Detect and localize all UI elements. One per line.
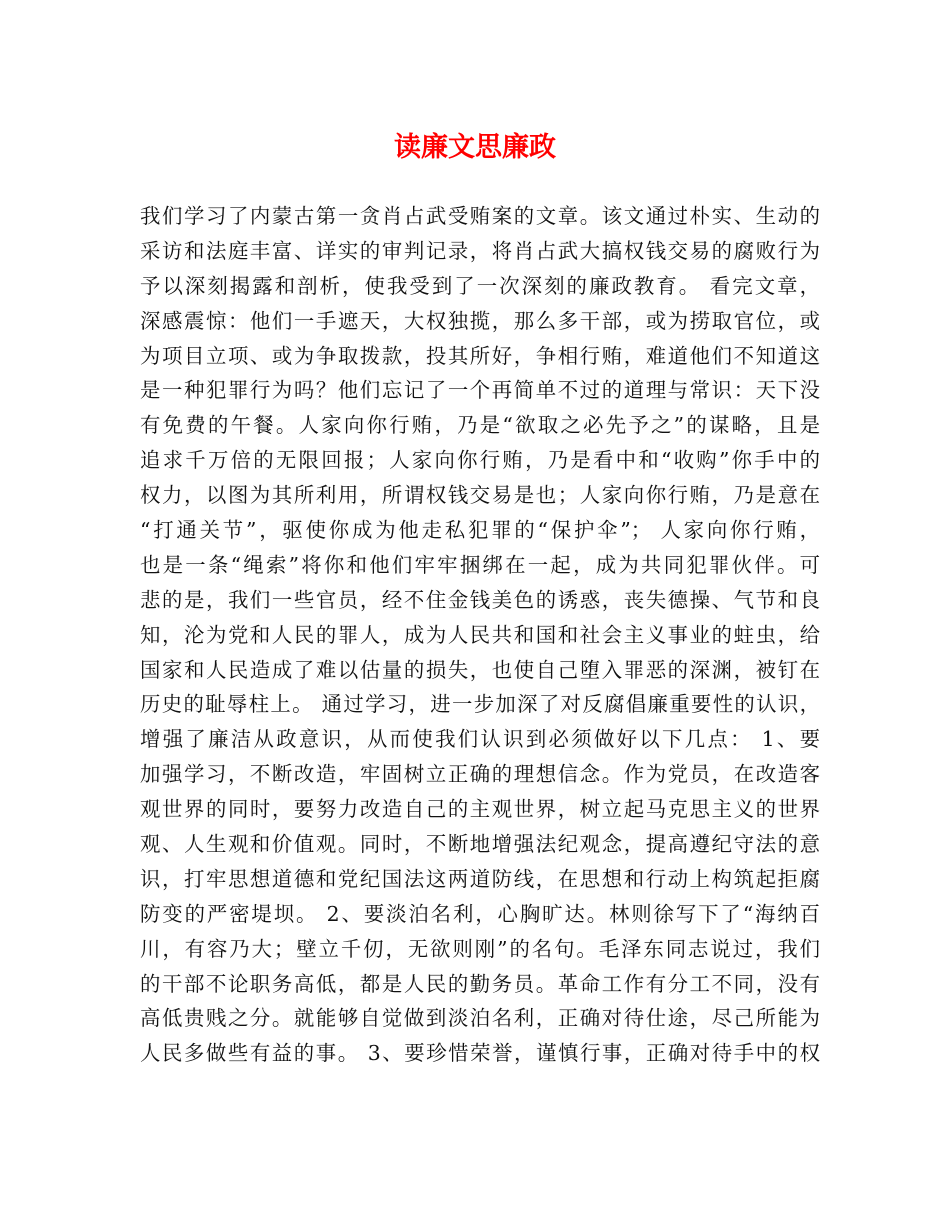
body-line: 是一种犯罪行为吗？他们忘记了一个再简单不过的道理与常识：天下没 <box>140 378 820 403</box>
body-line: 我们学习了内蒙古第一贪肖占武受贿案的文章。该文通过朴实、生动的 <box>140 204 820 228</box>
body-line: 川，有容乃大；壁立千仞，无欲则刚”的名句。毛泽东同志说过，我们 <box>140 936 820 961</box>
body-line: 知，沦为党和人民的罪人，成为人民共和国和社会主义事业的蛀虫，给 <box>140 622 820 647</box>
body-line: 观世界的同时，要努力改造自己的主观世界，树立起马克思主义的世界 <box>140 797 820 822</box>
body-line: 深感震惊：他们一手遮天，大权独揽，那么多干部，或为捞取官位，或 <box>140 308 820 333</box>
body-line: 观、人生观和价值观。同时，不断地增强法纪观念，提高遵纪守法的意 <box>140 832 820 857</box>
body-line: “打通关节”，驱使你成为他走私犯罪的“保护伞”； 人家向你行贿， <box>140 518 820 543</box>
body-line: 防变的严密堤坝。 2、要淡泊名利，心胸旷达。林则徐写下了“海纳百 <box>140 901 820 926</box>
body-line: 有免费的午餐。人家向你行贿，乃是“欲取之必先予之”的谋略，且是 <box>140 413 820 438</box>
body-line: 加强学习，不断改造，牢固树立正确的理想信念。作为党员，在改造客 <box>140 762 820 787</box>
body-line: 高低贵贱之分。就能够自觉做到淡泊名利，正确对待仕途，尽己所能为 <box>140 1006 820 1031</box>
body-line: 识，打牢思想道德和党纪国法这两道防线，在思想和行动上构筑起拒腐 <box>140 866 820 891</box>
document-body <box>140 199 820 1071</box>
body-line: 为项目立项、或为争取拨款，投其所好，争相行贿，难道他们不知道这 <box>140 343 820 368</box>
body-line: 悲的是，我们一些官员，经不住金钱美色的诱惑，丧失德操、气节和良 <box>140 587 820 612</box>
body-line: 也是一条“绳索”将你和他们牢牢捆绑在一起，成为共同犯罪伙伴。可 <box>140 552 820 577</box>
body-line: 的干部不论职务高低，都是人民的勤务员。革命工作有分工不同，没有 <box>140 971 820 996</box>
body-line: 追求千万倍的无限回报；人家向你行贿，乃是看中和“收购”你手中的 <box>140 448 820 473</box>
body-line: 增强了廉洁从政意识，从而使我们认识到必须做好以下几点： 1、要 <box>140 727 820 752</box>
body-line: 采访和法庭丰富、详实的审判记录，将肖占武大搞权钱交易的腐败行为 <box>140 238 820 263</box>
document-title: 读廉文思廉政 <box>394 132 556 163</box>
body-line: 予以深刻揭露和剖析，使我受到了一次深刻的廉政教育。 看完文章， <box>140 273 820 298</box>
body-line: 人民多做些有益的事。 3、要珍惜荣誉，谨慎行事，正确对待手中的权 <box>140 1041 820 1066</box>
body-line: 权力，以图为其所利用，所谓权钱交易是也；人家向你行贿，乃是意在 <box>140 483 820 508</box>
body-line: 历史的耻辱柱上。 通过学习，进一步加深了对反腐倡廉重要性的认识， <box>140 692 820 717</box>
body-line: 国家和人民造成了难以估量的损失，也使自己堕入罪恶的深渊，被钉在 <box>140 657 820 682</box>
